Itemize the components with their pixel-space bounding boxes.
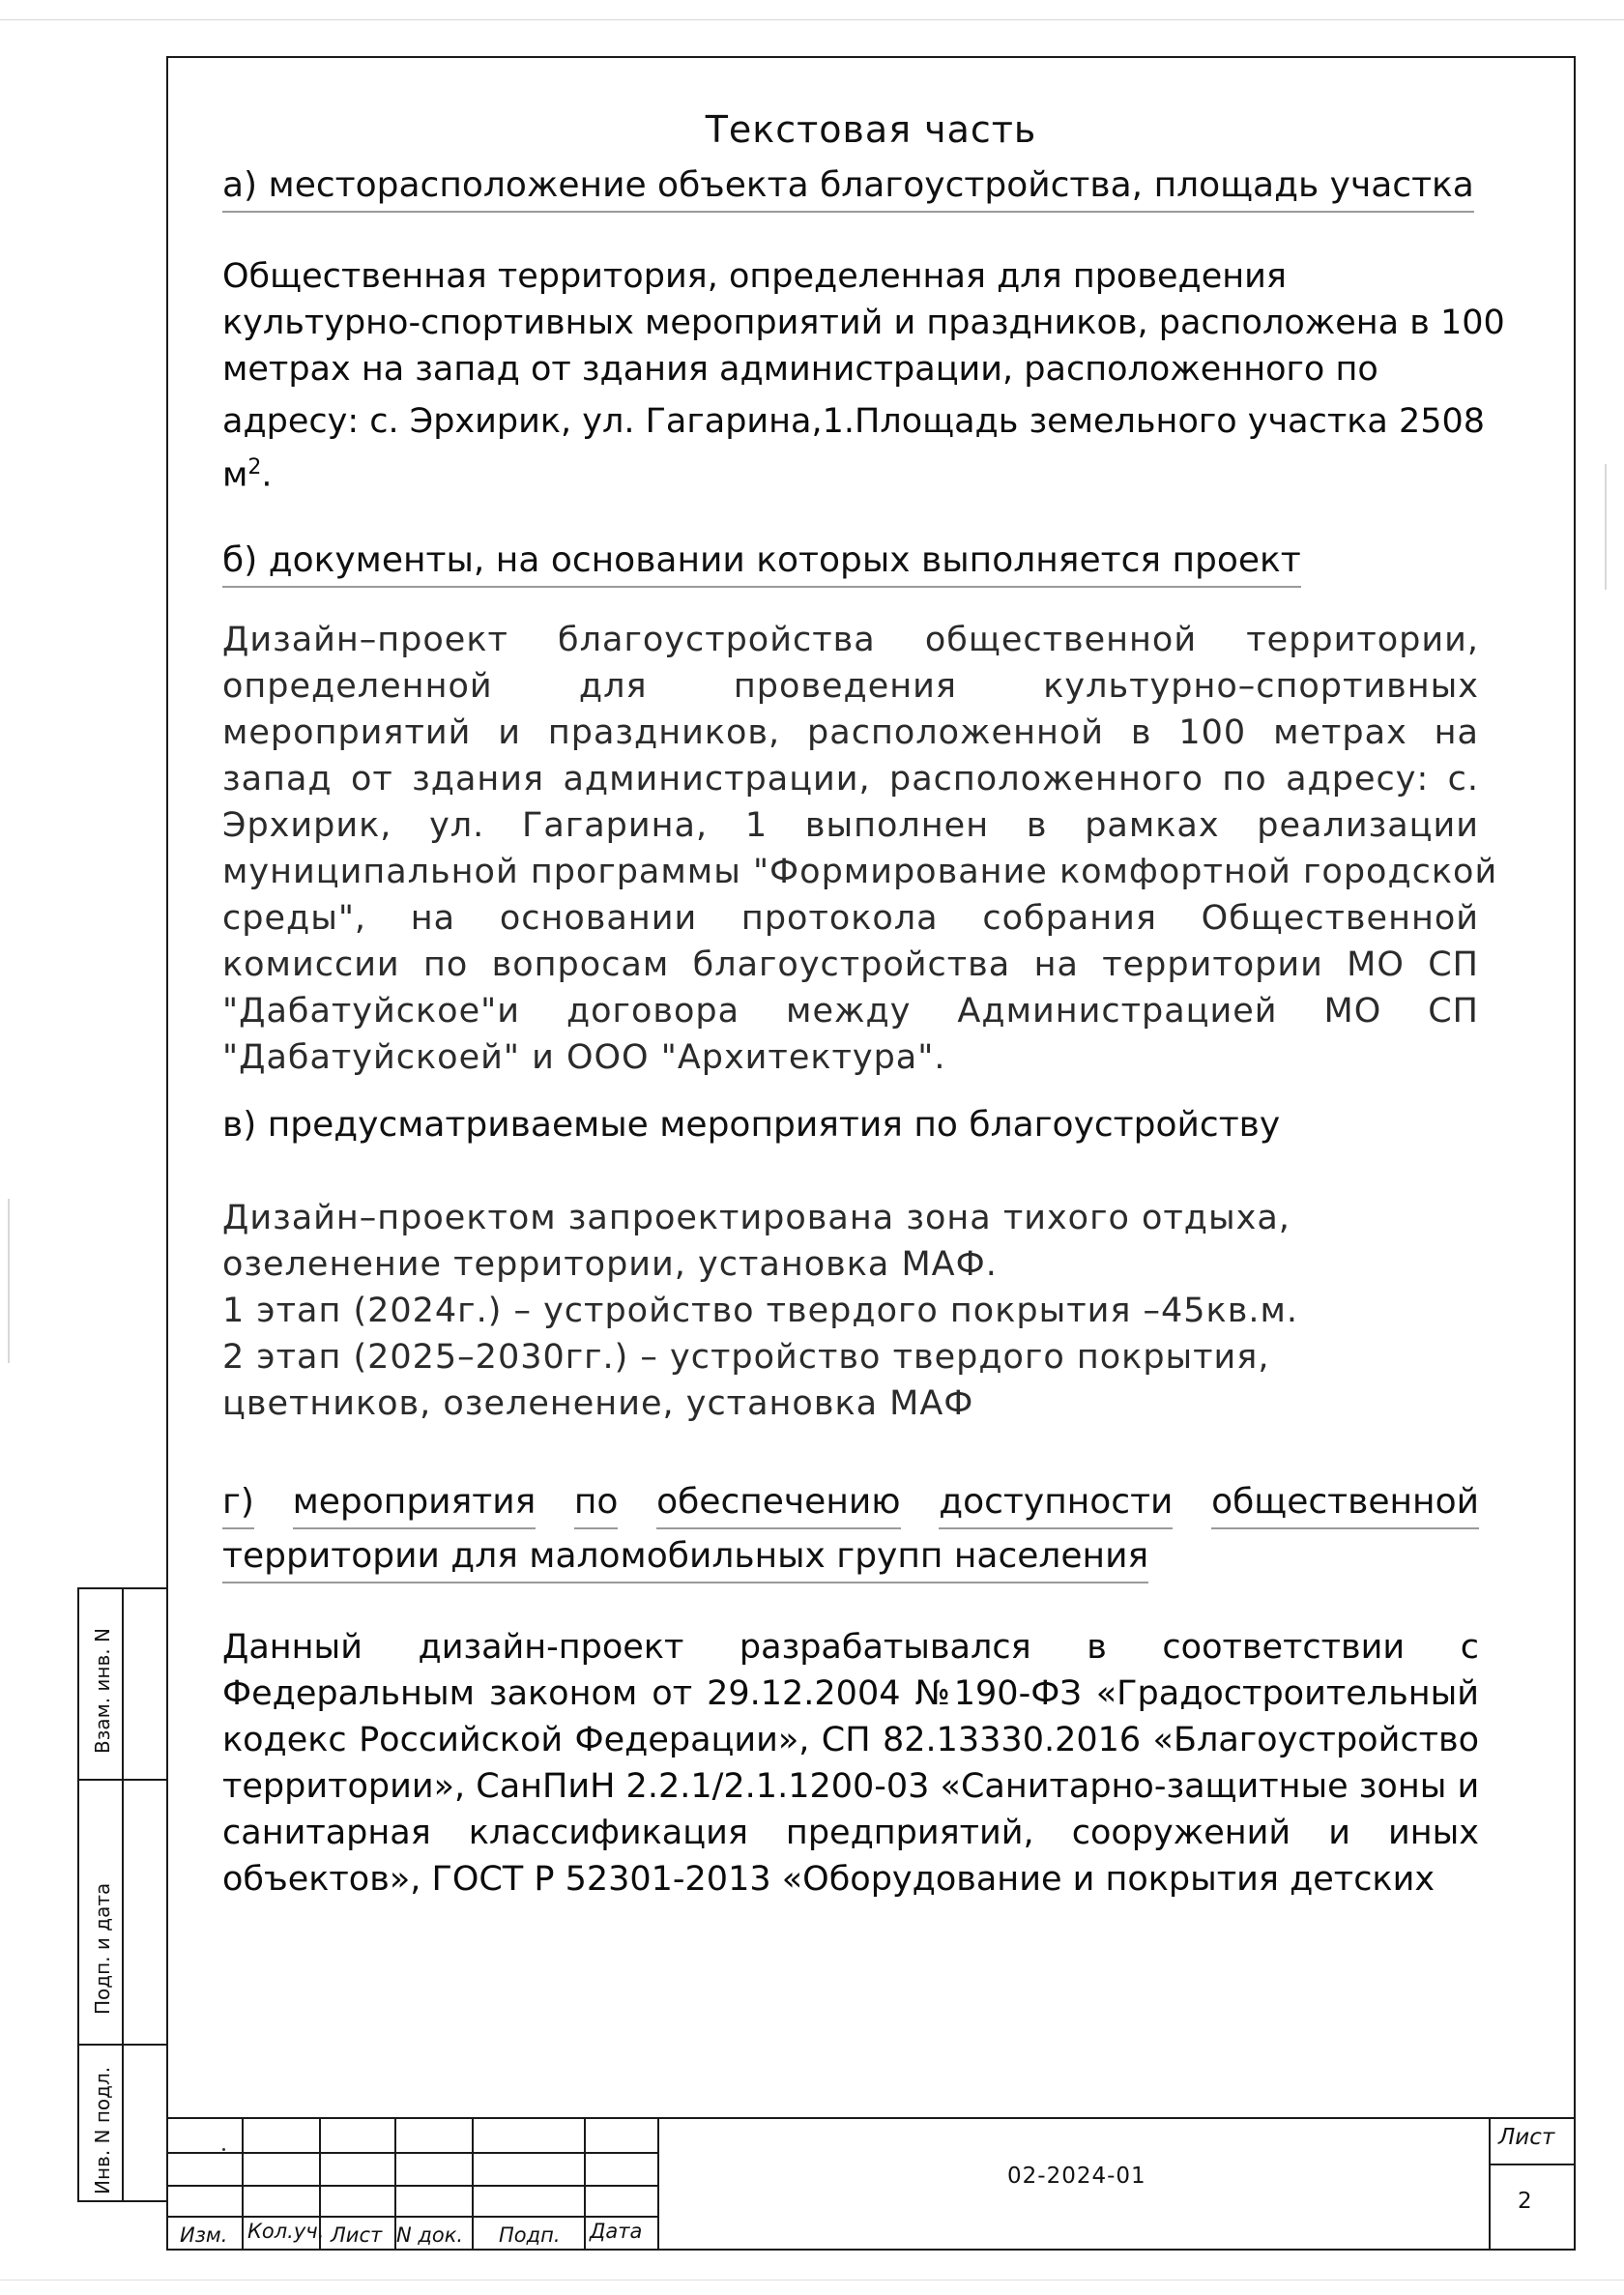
heading-word: по [574, 1479, 619, 1529]
line-text: культурно-спортивных мероприятий и праздников, расположена в 100 [222, 304, 1505, 342]
sheet-number: 2 [1518, 2189, 1532, 2214]
area-unit-superscript: 2 [247, 455, 262, 479]
text-line [222, 398, 1486, 445]
tb-col-podp: Подп. [499, 2223, 561, 2247]
edge-mark [8, 1199, 10, 1363]
section-b-text [222, 617, 1498, 1081]
title-block-dot [222, 2148, 225, 2151]
title-block [166, 2117, 1576, 2251]
section-g-heading [222, 1479, 1479, 1583]
section-b-heading: б) документы, на основании которых выполняется проект [222, 537, 1301, 588]
section-v-heading: в) предусматриваемые мероприятия по благоустройству [222, 1105, 1281, 1145]
stamp-row-line [79, 2044, 166, 2046]
section-a-text [222, 253, 1505, 499]
text-line: озеленение территории, установка МАФ. [222, 1245, 998, 1284]
tb-col-line [657, 2119, 659, 2251]
stamp-row-line [79, 1779, 166, 1781]
line-text: Общественная территория, определенная для проведения [222, 257, 1287, 296]
text-line: цветников, озеленение, установка МАФ [222, 1384, 974, 1423]
tb-col-line [1489, 2119, 1491, 2251]
text-line: Данный дизайн-проект разрабатывался в соответствии с [222, 1628, 1479, 1667]
section-a-heading: а) месторасположение объекта благоустройства, площадь участка [222, 162, 1474, 213]
text-line: 1 этап (2024г.) – устройство твердого покрытия –45кв.м. [222, 1292, 1298, 1330]
section-g-text [222, 1624, 1479, 1903]
tb-row-line [166, 2185, 657, 2187]
text-line: 2 этап (2025–2030гг.) – устройство твердого покрытия, [222, 1338, 1270, 1377]
stamp-label-podp: Подп. и дата [91, 1882, 114, 2015]
sheet-label: Лист [1498, 2125, 1555, 2150]
text-line: "Дабатуйскоей" и ООО "Архитектура". [222, 1038, 946, 1077]
heading-word: доступности [939, 1479, 1173, 1529]
text-line: Федеральным законом от 29.12.2004 №190-ФЗ «Градостроительный [222, 1674, 1479, 1713]
stamp-label-vzam: Взам. инв. N [91, 1628, 114, 1754]
area-unit: м [222, 455, 248, 495]
text-line [222, 253, 1479, 300]
text-line: санитарная классификация предприятий, сооружений и иных [222, 1814, 1479, 1852]
text-line: "Дабатуйское"и договора между Администрацией МО СП [222, 992, 1479, 1031]
tb-col-data: Дата [590, 2220, 643, 2243]
line-text: метрах на запад от здания администрации, расположенного по [222, 350, 1378, 389]
text-line: Эрхирик, ул. Гагарина, 1 выполнен в рамках реализации [222, 806, 1479, 845]
text-line: Дизайн–проект благоустройства общественной территории, [222, 621, 1479, 659]
text-line: Дизайн–проектом запроектирована зона тихого отдыха, [222, 1199, 1290, 1237]
heading-word: общественной [1211, 1479, 1479, 1529]
text-line: среды", на основании протокола собрания Общественной [222, 899, 1479, 938]
text-line: муниципальной программы "Формирование комфортной городской [222, 853, 1498, 891]
tb-col-kolych: Кол.уч. [247, 2220, 325, 2243]
heading-line-2: территории для маломобильных групп населения [222, 1533, 1148, 1583]
text-line [222, 300, 1505, 346]
document-code: 02-2024-01 [1007, 2164, 1146, 2189]
area-unit-tail: . [261, 455, 273, 495]
text-line: определенной для проведения культурно–спортивных [222, 667, 1479, 706]
text-line: запад от здания администрации, расположенного по адресу: с. [222, 760, 1479, 799]
page-top-line [0, 19, 1624, 20]
text-line [222, 346, 1479, 392]
section-v-text [222, 1195, 1479, 1427]
text-line [222, 445, 1479, 499]
heading-word: мероприятия [293, 1479, 536, 1529]
text-line: территории», СанПиН 2.2.1/2.1.1200-03 «Санитарно-защитные зоны и [222, 1767, 1480, 1806]
tb-row-line [166, 2216, 657, 2218]
tb-row-line [1489, 2164, 1576, 2165]
heading-word: обеспечению [656, 1479, 901, 1529]
text-line: мероприятий и праздников, расположенной в 100 метрах на [222, 713, 1479, 752]
text-line: комиссии по вопросам благоустройства на территории МО СП [222, 945, 1479, 984]
page-title: Текстовая часть [705, 108, 1037, 151]
tb-col-izm: Изм. [180, 2223, 228, 2247]
tb-row-line [166, 2152, 657, 2154]
stamp-divider [122, 1589, 124, 2200]
stamp-label-inv: Инв. N подл. [91, 2066, 114, 2194]
left-stamp [77, 1587, 166, 2202]
line-text: адресу: с. Эрхирик, ул. Гагарина,1.Площадь земельного участка 2508 [222, 402, 1486, 441]
tb-col-list: Лист [331, 2223, 383, 2247]
tb-col-ndok: N док. [396, 2223, 464, 2247]
text-line: объектов», ГОСТ Р 52301-2013 «Оборудование и покрытия детских [222, 1860, 1436, 1899]
edge-mark [1605, 464, 1607, 590]
heading-word: г) [222, 1479, 254, 1529]
text-line: кодекс Российской Федерации», СП 82.13330.2016 «Благоустройство [222, 1721, 1479, 1759]
